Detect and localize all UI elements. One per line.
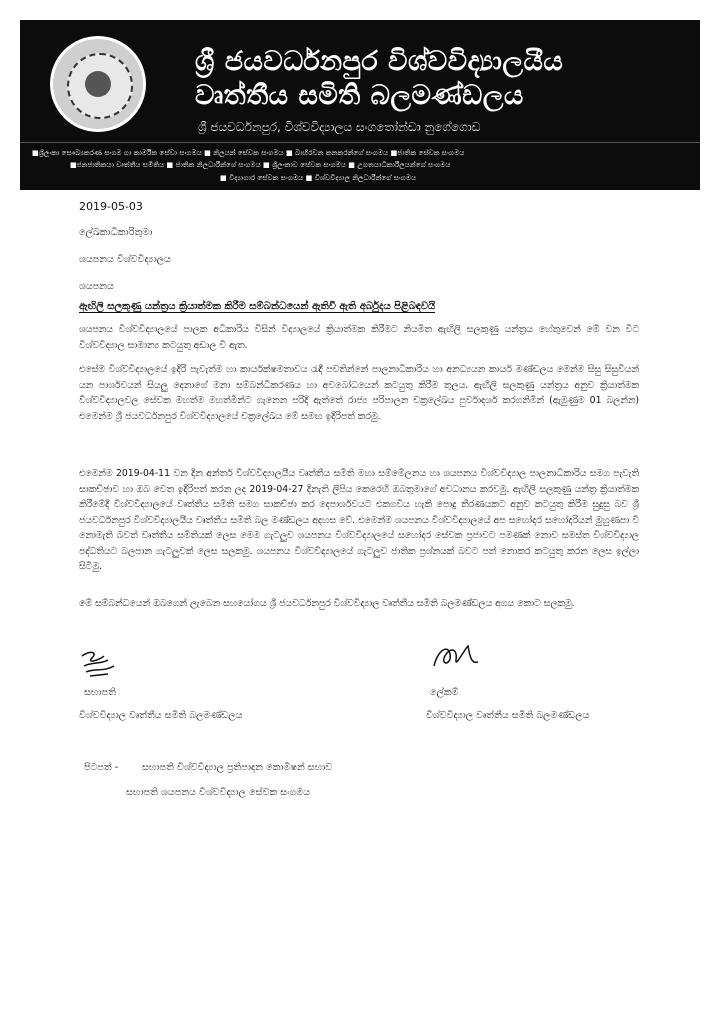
chairman-title: සභාපති [84,687,116,698]
copies-label: පිටපත් - [84,762,119,773]
recipient-line2: ශයපනය විශ්වවිද්‍යාලය [79,254,171,265]
member-unions-line2: ■ජනජාතිකයා වෘත්තීය සමිතිය ■ ජාතික නිලධාරීන්ගේ සංගමය ■ ශ්‍රීලංකාව සේවක සංගමය ■ උගතයාධිකාරීලයන්ගේ සංගමය [70,160,451,169]
letterhead-title-line2: වෘත්තීය සමිති බලමණ්ඩලය [195,80,524,111]
letter-date: 2019-05-03 [79,200,143,213]
secretary-signature [428,640,484,674]
chairman-organization: විශ්වවිද්‍යාල වෘත්තීය සමිති බලමණ්ඩලය [79,710,243,721]
member-unions-line3: ■ විද්‍යාගාර සේවක සංගමය ■ විශ්වවිද්‍යාල නිලධාරීන්ගේ සංගමය [220,173,417,182]
copy-recipient-2: සභාපති ශයපනය විශ්වවිද්‍යාල සේවක සංගමය [126,787,311,798]
letterhead-divider [20,142,700,143]
university-seal-icon [50,36,146,132]
paragraph-3: එමෙන්ම 2019-04-11 වන දින අන්තර් විශ්වවිද්‍යාලයීය වෘත්තීය සමිති මහා සම්මේලනය හා ශයපනය විශ්වවිද්‍යාල පාලනාධිකාරිය සමග පැවැති සාකච්ඡාව හා ඔබ වෙත ඉදිරිපත් කරන ලද 2019-04-27 දිනැති ලිපිය කෙරෙහි ඔබතුමාගේ අවධානය කරවමු. ඇඟිලි සලකුණු යන්ත්‍ර ක්‍රියාත්මක කිරීමේදී විශ්වවිද්‍යාලයේ වෘත්තීය සමිති සමග සාකච්ඡා කර දෙපාර්ශවයට එකගවිය හැකි පොදු තීරණයකට අනුව කටයුතු කිරීම සුදුසු බව ශ්‍රී ජයවර්ධනපුර විශ්වවිද්‍යාලයීය වෘත්තීය සමිති බල මණ්ඩලය අදහස වේ. එමෙන්ම ශයපනය විශ්වවිද්‍යාලයේ අප සහෝදර සහෝදරියන් මුහුණපා වී නොමැති බවත් වෘත්තීය සමිතියක් ලෙස මෙම ගැටලුව ශයපනය විශ්වවිද්‍යාලයේ සහෝදර සේවක ප්‍රජාවට පමණක් නොව සමස්ත විශ්වවිද්‍යාල පද්ධතියට බලපාන ගැටලුවක් ලෙස සලකමු. ශයපනය විශ්වවිද්‍යාලයේ ගැටලුව ජාතික ප්‍රශ්නයක් බවට පත් නොකර කටයුතු කරන ලෙස ඉල්ලා සිටිමු. [79,468,639,572]
secretary-organization: විශ්වවිද්‍යාල වෘත්තීය සමිති බලමණ්ඩලය [426,710,590,721]
letterhead-title-line1: ශ්‍රී ජයවර්ධනපුර විශ්වවිද්‍යාලයීය [195,46,564,77]
paragraph-2: එසේම විශ්වවිද්‍යාලයේ ඉදිරි පැවැත්ම හා කාර්යක්ෂමතාවය රැඳී පවතින්නේ පාලනාධිකාරිය හා අනධ්‍යයන කාර්ය මණ්ඩලය මෙන්ම සිසු සිසුවියන් යන පාර්ශවයන් සියලු දෙනාගේ මනා සම්බන්ධීකරණය හා අවබෝධයෙන් කටයුතු කිරීම තුලය. ඇඟිලි සලකුණු යන්ත්‍රය අනුව ක්‍රියාත්මක විශ්වවිද්‍යාලවල සේවක මහත්ම මහත්මීන්ට ගැනෙන පරිදි ඇත්තේ රාජ්‍ය පරිපාලන චක්‍රලේඛය පුර්වාදර්ශ කරගනිමින් (ඇමුණුම 01 බලන්න) එමෙන්ම ශ්‍රී ජයවර්ධනපුර විශ්වවිද්‍යාලයේ චක්‍රලේඛය මේ සමඟ ඉදිරිපත් කරමු. [79,364,639,422]
letterhead-address: ශ්‍රී ජයවර්ධනපුර, විශ්වවිද්‍යාලය සංගතෝන්ඩා නුගේගොඩ [198,120,481,134]
recipient-line1: ලේඛකාධිකාරිතුමා [79,227,153,238]
letterhead [20,20,700,190]
paragraph-1: ශයපනය විශ්වවිද්‍යාලයේ පාලක අධිකාරිය විසින් විද්‍යාලයේ ක්‍රියාත්මක කිරීමට නියමිත ඇඟිලි සලකුණු යන්ත්‍රය හේතුවෙන් මේ වන විට විශ්වවිද්‍යාල සාමාන්‍ය කටයුතු අඩාල වී ඇත. [79,324,639,351]
paragraph-4: මේ සම්බන්ධයෙන් ඔබගෙන් ලැබෙන සහයෝගය ශ්‍රී ජයවර්ධනපුර විශ්වවිද්‍යාල වෘත්තීය සමිති බලමණ්ඩලය අගය කොට සලකමු. [79,598,575,609]
seal-ring [67,53,133,119]
chairman-signature [78,648,120,682]
copy-recipient-1: සභාපති විශ්වවිද්‍යාල ප්‍රතිපාදන කොමිෂන් සභාව [142,762,333,773]
seal-center [85,71,111,97]
recipient-line3: ශයපනය [79,281,114,292]
secretary-title: ලේකම් [430,687,459,698]
member-unions-line1: ■ශ්‍රීලංකා සෞඛ්‍යකරණ සංගම ගා කාර්මික සේවා සංගමය ■ නිලයන් සේවක සංගමය ■ බාහිරවන කනකරන්ගේ සංගමය ■ජාතික සේවක සංගමය [32,148,465,157]
letter-subject: ඇඟිලි සලකුණු යන්ත්‍රය ක්‍රියාත්මක කිරීම සම්බන්ධයෙන් ඇතිවී ඇති අර්බුදය පිළිබඳවයි [79,301,436,312]
